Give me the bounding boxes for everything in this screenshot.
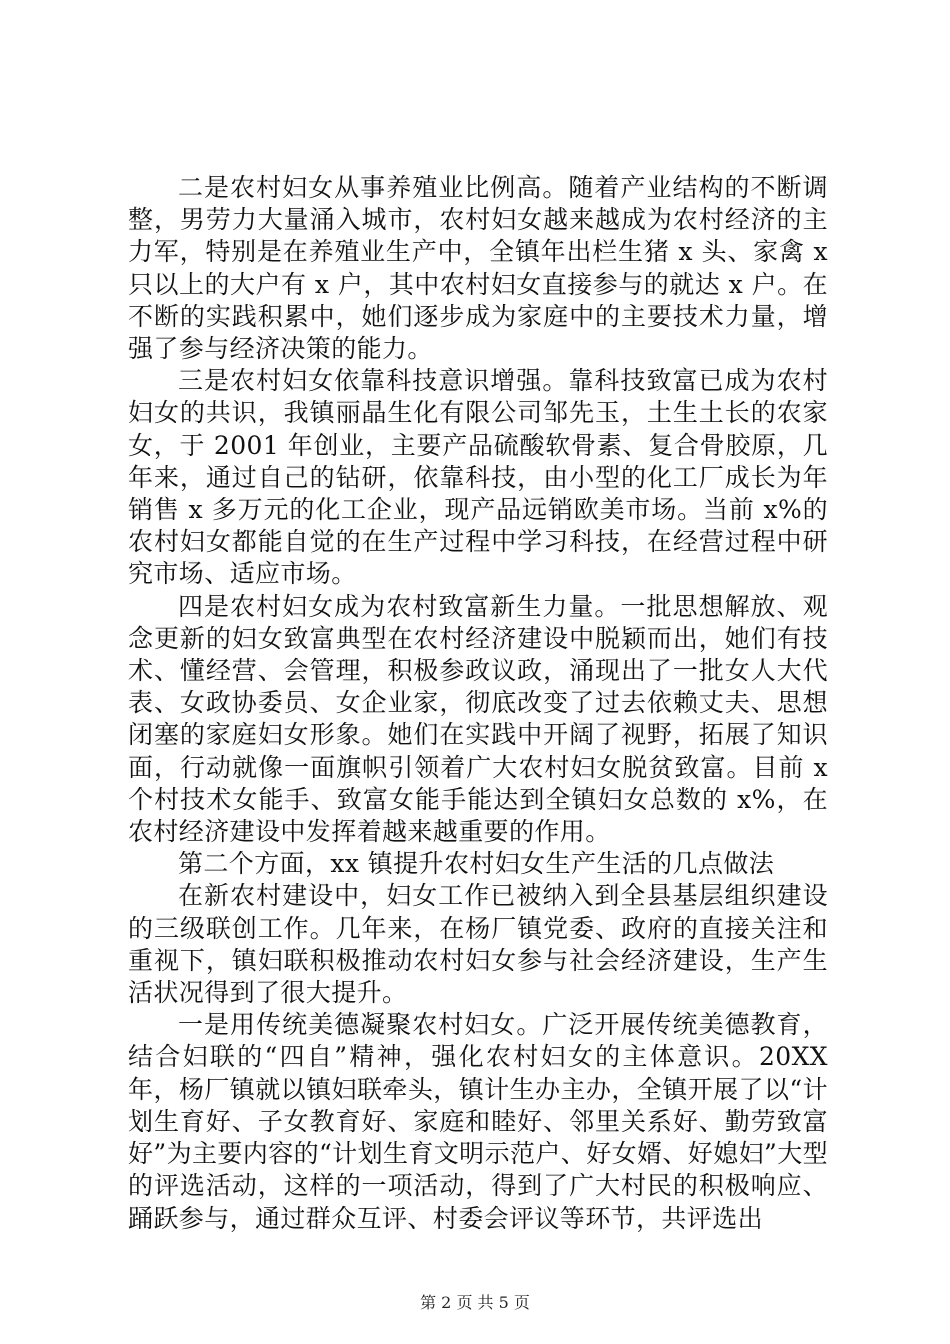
paragraph-new-force: 四是农村妇女成为农村致富新生力量。一批思想解放、观念更新的妇女致富典型在农村经济建设中脱颖而出，她们有技术、懂经营、会管理，积极参政议政，涌现出了一批女人大代表、女政协委员、女企业家，彻底改变了过去依赖丈夫、思想闭塞的家庭妇女形象。她们在实践中开阔了视野，拓展了知识面，行动就像一面旗帜引领着广大农村妇女脱贫致富。目前 x 个村技术女能手、致富女能手能达到全镇妇女总数的 x%，在农村经济建设中发挥着越来越重要的作用。	[128, 591, 828, 847]
paragraph-technology: 三是农村妇女依靠科技意识增强。靠科技致富已成为农村妇女的共识，我镇丽晶生化有限公司邹先玉，土生土长的农家女，于 2001 年创业，主要产品硫酸软骨素、复合骨胶原，几年来，通过自己的钻研，依靠科技，由小型的化工厂成长为年销售 x 多万元的化工企业，现产品远销欧美市场。当前 x%的农村妇女都能自觉的在生产过程中学习科技，在经营过程中研究市场、适应市场。	[128, 366, 828, 589]
document-body	[128, 172, 828, 1235]
page-number-footer: 第 2 页 共 5 页	[420, 1293, 530, 1312]
section-heading: 第二个方面，xx 镇提升农村妇女生产生活的几点做法	[178, 849, 775, 879]
paragraph-traditional-virtue: 一是用传统美德凝聚农村妇女。广泛开展传统美德教育，结合妇联的“四自”精神，强化农村妇女的主体意识。20XX 年，杨厂镇就以镇妇联牵头，镇计生办主办，全镇开展了以“计划生育好、子女教育好、家庭和睦好、邻里关系好、勤劳致富好”为主要内容的“计划生育文明示范户、好女婿、好媳妇”大型的评选活动，这样的一项活动，得到了广大村民的积极响应、踊跃参与，通过群众互评、村委会评议等环节，共评选出	[128, 1010, 828, 1233]
paragraph-new-village: 在新农村建设中，妇女工作已被纳入到全县基层组织建设的三级联创工作。几年来，在杨厂镇党委、政府的直接关注和重视下，镇妇联积极推动农村妇女参与社会经济建设，生产生活状况得到了很大提升。	[128, 881, 828, 1008]
paragraph-breeding: 二是农村妇女从事养殖业比例高。随着产业结构的不断调整，男劳力大量涌入城市，农村妇女越来越成为农村经济的主力军，特别是在养殖业生产中，全镇年出栏生猪 x 头、家禽 x 只以上的大户有 x 户，其中农村妇女直接参与的就达 x 户。在不断的实践积累中，她们逐步成为家庭中的主要技术力量，增强了参与经济决策的能力。	[128, 173, 828, 364]
